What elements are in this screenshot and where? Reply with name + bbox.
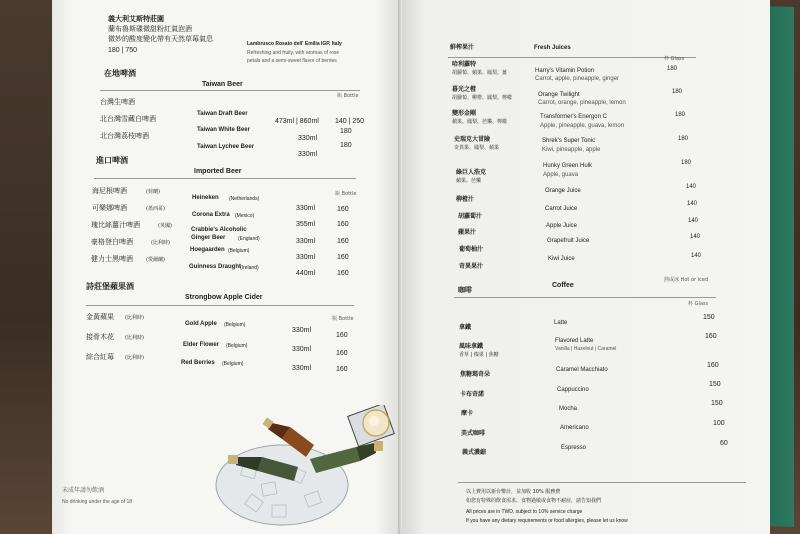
imported-item-zh-origin: (墨西哥) [146,206,165,212]
imported-item-price: 160 [337,206,349,213]
age-warning-zh: 未成年請勿飲酒 [62,487,105,494]
coffee-title-zh: 咖啡 [458,286,472,294]
taiwan-beer-title-zh: 在地啤酒 [104,69,136,78]
coffee-item-en: Cappuccino [557,387,589,393]
imported-item-en: Heineken [192,195,219,201]
imported-item-price: 160 [337,270,349,277]
coffee-item-price: 60 [720,440,728,447]
cider-item-en: Elder Flower [183,342,220,348]
coffee-item-zh: 風味拿鐵 [459,343,484,350]
taiwan-beer-title-en: Taiwan Beer [202,81,243,88]
coffee-item-zh: 拿鐵 [459,324,472,331]
cider-item-zh: 接骨木花 [86,333,114,341]
beer-bottles-ice-bucket-illustration [202,405,402,530]
juice-item-en: Grapefruit Juice [547,238,590,244]
coffee-item-price: 150 [709,381,721,388]
juice-item-zh: 蘋果汁 [458,229,477,236]
wine-desc-en-1: Refreshing and fruity, with aromas of rose [247,50,340,56]
wine-name-zh-1: 義大利艾斯特莊園 [108,15,164,23]
cider-item-vol: 330ml [292,365,312,372]
wine-desc-en-2: petals and a semi-sweet flavor of berries [247,58,337,64]
footer-note-zh-1: 以上費用以新台幣計，並加收 10% 服務費 [466,489,561,495]
imported-item-zh-origin: (愛爾蘭) [146,257,165,263]
imported-beer-title-zh: 進口啤酒 [96,156,128,165]
imported-item-zh: 豪格登白啤酒 [91,238,133,246]
taiwan-item-price: 140 | 250 [335,118,365,125]
wine-prices: 180 | 750 [108,47,138,54]
cider-item-price: 160 [336,366,348,373]
imported-item-en: Corona Extra [192,212,230,218]
taiwan-item-vol: 330ml [298,135,318,142]
juice-item-price: 140 [690,234,701,240]
imported-item-zh-origin: (荷蘭) [146,189,160,195]
cider-item-zh: 金黃蘋果 [86,313,114,321]
taiwan-item-en: Taiwan Lychee Beer [197,144,255,150]
taiwan-beer-divider [100,90,360,91]
imported-beer-divider [94,178,356,179]
beer-bottle-green-right [310,441,383,473]
wine-name-zh-2: 蘭布魯斯碟微甜粉紅氣泡酒 [108,25,192,33]
juice-item-zh: 暮光之橙 [452,86,477,93]
juice-item-price: 180 [681,160,692,166]
juice-item-en: Hunky Green Hulk [543,163,593,169]
taiwan-item-zh: 北台灣荔枝啤酒 [100,132,149,140]
coffee-item-price: 150 [703,314,715,321]
taiwan-item-zh: 台灣生啤酒 [100,98,135,106]
imported-beer-unit-header: 瓶 Bottle [335,191,357,197]
cider-item-en: Red Berries [181,360,215,366]
imported-item-vol: 355ml [296,221,316,228]
juices-unit-header: 杯 Glass [664,56,685,62]
glass-on-coaster-illustration [348,405,395,447]
cider-item-zh: 綜合紅莓 [86,353,114,361]
cider-item-en-origin: (Belgium) [222,361,244,367]
juice-item-en: Orange Twilight [538,92,580,98]
coffee-item-en-desc: Vanilla | Hazelnut | Caramel [555,346,617,352]
juice-item-en-desc: Carrot, orange, pineapple, lemon [538,100,626,106]
taiwan-item-vol: 473ml | 860ml [275,118,319,125]
juice-item-en-desc: Apple, guava [543,172,579,178]
coffee-unit-header: 杯 Glass [688,301,709,307]
coffee-item-zh: 摩卡 [461,410,474,417]
juice-item-price: 180 [672,89,683,95]
juice-item-price: 140 [687,201,698,207]
imported-item-en: Crabbie's Alcoholic [191,227,247,233]
imported-item-en-origin: (Mexico) [235,213,255,219]
taiwan-item-price: 180 [340,142,352,149]
juice-item-en: Shrek's Super Tonic [542,138,596,144]
juice-item-zh: 葡萄柚汁 [459,246,484,253]
juice-item-en-desc: Kiwi, pineapple, apple [542,147,601,153]
juice-item-zh: 奇異果汁 [459,263,484,270]
coffee-item-price: 150 [711,400,723,407]
imported-item-zh: 海尼根啤酒 [92,187,127,195]
coffee-item-en: Flavored Latte [555,338,594,344]
juice-item-price: 180 [678,136,689,142]
juice-item-en: Apple Juice [546,223,578,229]
wine-desc-zh: 微妙的酸度變化帶有天然草莓氣息 [108,35,213,43]
coffee-item-price: 100 [713,420,725,427]
cider-item-zh-origin: (比利時) [125,335,144,341]
cider-item-price: 160 [336,332,348,339]
cider-item-en-origin: (Belgium) [226,343,248,349]
imported-item-zh: 瑰比絲薑汁啤酒 [91,221,140,229]
imported-beer-title-en: Imported Beer [194,168,242,175]
imported-item-vol: 330ml [296,238,316,245]
imported-item-en: Guinness Draught [189,264,242,270]
right-menu-page [402,0,770,534]
coffee-temp-header: 熱或冰 Hot or Iced [664,277,709,283]
juice-item-en: Kiwi Juice [548,256,575,262]
coffee-item-en: Mocha [559,406,578,412]
coffee-item-zh: 卡布奇諾 [460,391,485,398]
juice-item-zh-desc: 胡蘿蔔、柳橙、鳳梨、檸檬 [452,95,513,101]
juices-divider [448,57,696,58]
taiwan-item-zh: 北台灣雪藏白啤酒 [100,115,156,123]
juice-item-price: 140 [688,218,699,224]
left-menu-page [52,0,402,534]
imported-item-en-2: Ginger Beer [191,235,226,241]
juice-item-zh: 史瑞克大冒險 [454,136,491,143]
cider-title-en: Strongbow Apple Cider [185,294,263,301]
imported-item-zh: 健力士黑啤酒 [91,255,133,263]
juice-item-zh-desc: 蘋果、芭樂 [456,178,482,184]
taiwan-item-price: 180 [340,128,352,135]
juice-item-en: Harry's Vitamin Potion [535,68,595,74]
imported-item-en-origin: (Ireland) [240,265,259,271]
imported-item-zh-origin: (比利時) [151,240,170,246]
cider-title-zh: 詩莊堡蘋果酒 [86,282,134,291]
juice-item-zh: 變形金剛 [452,110,477,117]
cider-item-en: Gold Apple [185,321,217,327]
juice-item-zh-desc: 蘋果、鳳梨、芭樂、檸檬 [452,119,508,125]
cider-unit-header: 瓶 Bottle [332,316,354,322]
imported-item-en: Hoegaarden [190,247,225,253]
coffee-divider [454,297,716,298]
footer-note-en-1: All prices are in TWD, subject to 10% service charge [466,509,583,515]
imported-item-zh: 可樂娜啤酒 [92,204,127,212]
juice-item-zh-desc: 奇異果、鳳梨、蘋果 [454,145,500,151]
coffee-item-zh: 美式咖啡 [461,430,486,437]
juice-item-price: 180 [667,66,678,72]
coffee-item-zh-desc: 香草 | 榛果 | 焦糖 [459,352,499,358]
age-warning-en: No drinking under the age of 18 [62,499,133,505]
taiwan-item-vol: 330ml [298,151,318,158]
juice-item-en-desc: Carrot, apple, pineapple, ginger [535,76,620,82]
wine-name-en: Lambrusco Rosato dell' Emilia IGP, Italy [247,41,342,47]
juice-item-zh-desc: 胡蘿蔔、蘋果、鳳梨、薑 [452,70,508,76]
coffee-title-en: Coffee [552,282,574,289]
coffee-item-en: Caramel Macchiato [556,367,608,373]
juice-item-en-desc: Apple, pineapple, guava, lemon [540,123,625,129]
juice-item-zh: 柳橙汁 [456,196,475,203]
imported-item-vol: 330ml [296,254,316,261]
footer-note-en-2: If you have any dietary requirements or food allergies, please let us know [466,518,628,524]
coffee-item-zh: 義式濃縮 [462,449,487,456]
juice-item-en: Orange Juice [545,188,581,194]
cider-item-zh-origin: (比利時) [125,315,144,321]
cider-item-zh-origin: (比利時) [125,355,144,361]
cider-divider [86,305,354,306]
coffee-item-en: Americano [560,425,589,431]
juice-item-price: 140 [691,253,702,259]
imported-item-en-origin: (England) [238,236,260,242]
coffee-item-price: 160 [705,333,717,340]
coffee-item-zh: 焦糖瑪奇朵 [460,371,491,378]
juice-item-zh: 哈利蘿特 [452,61,477,68]
imported-item-price: 160 [337,254,349,261]
cider-item-price: 160 [336,350,348,357]
imported-item-vol: 440ml [296,270,316,277]
taiwan-item-en: Taiwan White Beer [197,127,250,133]
juice-item-zh: 綠巨人浩克 [456,169,487,176]
juice-item-en: Transformer's Energon C [540,114,607,120]
imported-item-vol: 330ml [296,205,316,212]
juice-item-en: Carrot Juice [545,206,578,212]
imported-item-en-origin: (Netherlands) [229,196,260,202]
juices-title-en: Fresh Juices [534,45,571,51]
imported-item-en-origin: (Belgium) [228,248,250,254]
juice-item-price: 140 [686,184,697,190]
cider-item-vol: 330ml [292,346,312,353]
imported-item-zh-origin: (英國) [158,223,172,229]
coffee-item-en: Latte [554,320,568,326]
imported-item-price: 160 [337,238,349,245]
coffee-item-en: Espresso [561,445,587,451]
juices-title-zh: 鮮榨果汁 [450,44,475,51]
footer-divider [458,482,746,483]
cider-item-en-origin: (Belgium) [224,322,246,328]
juice-item-zh: 胡蘿蔔汁 [458,213,483,220]
juice-item-price: 180 [675,112,686,118]
footer-note-zh-2: 如您有特殊的飲食需求、食物過敏或食物不耐症，請告知我們 [466,498,602,504]
coffee-item-price: 160 [707,362,719,369]
cider-item-vol: 330ml [292,327,312,334]
imported-item-price: 160 [337,221,349,228]
taiwan-beer-unit-header: 瓶 Bottle [337,93,359,99]
taiwan-item-en: Taiwan Draft Beer [197,111,248,117]
